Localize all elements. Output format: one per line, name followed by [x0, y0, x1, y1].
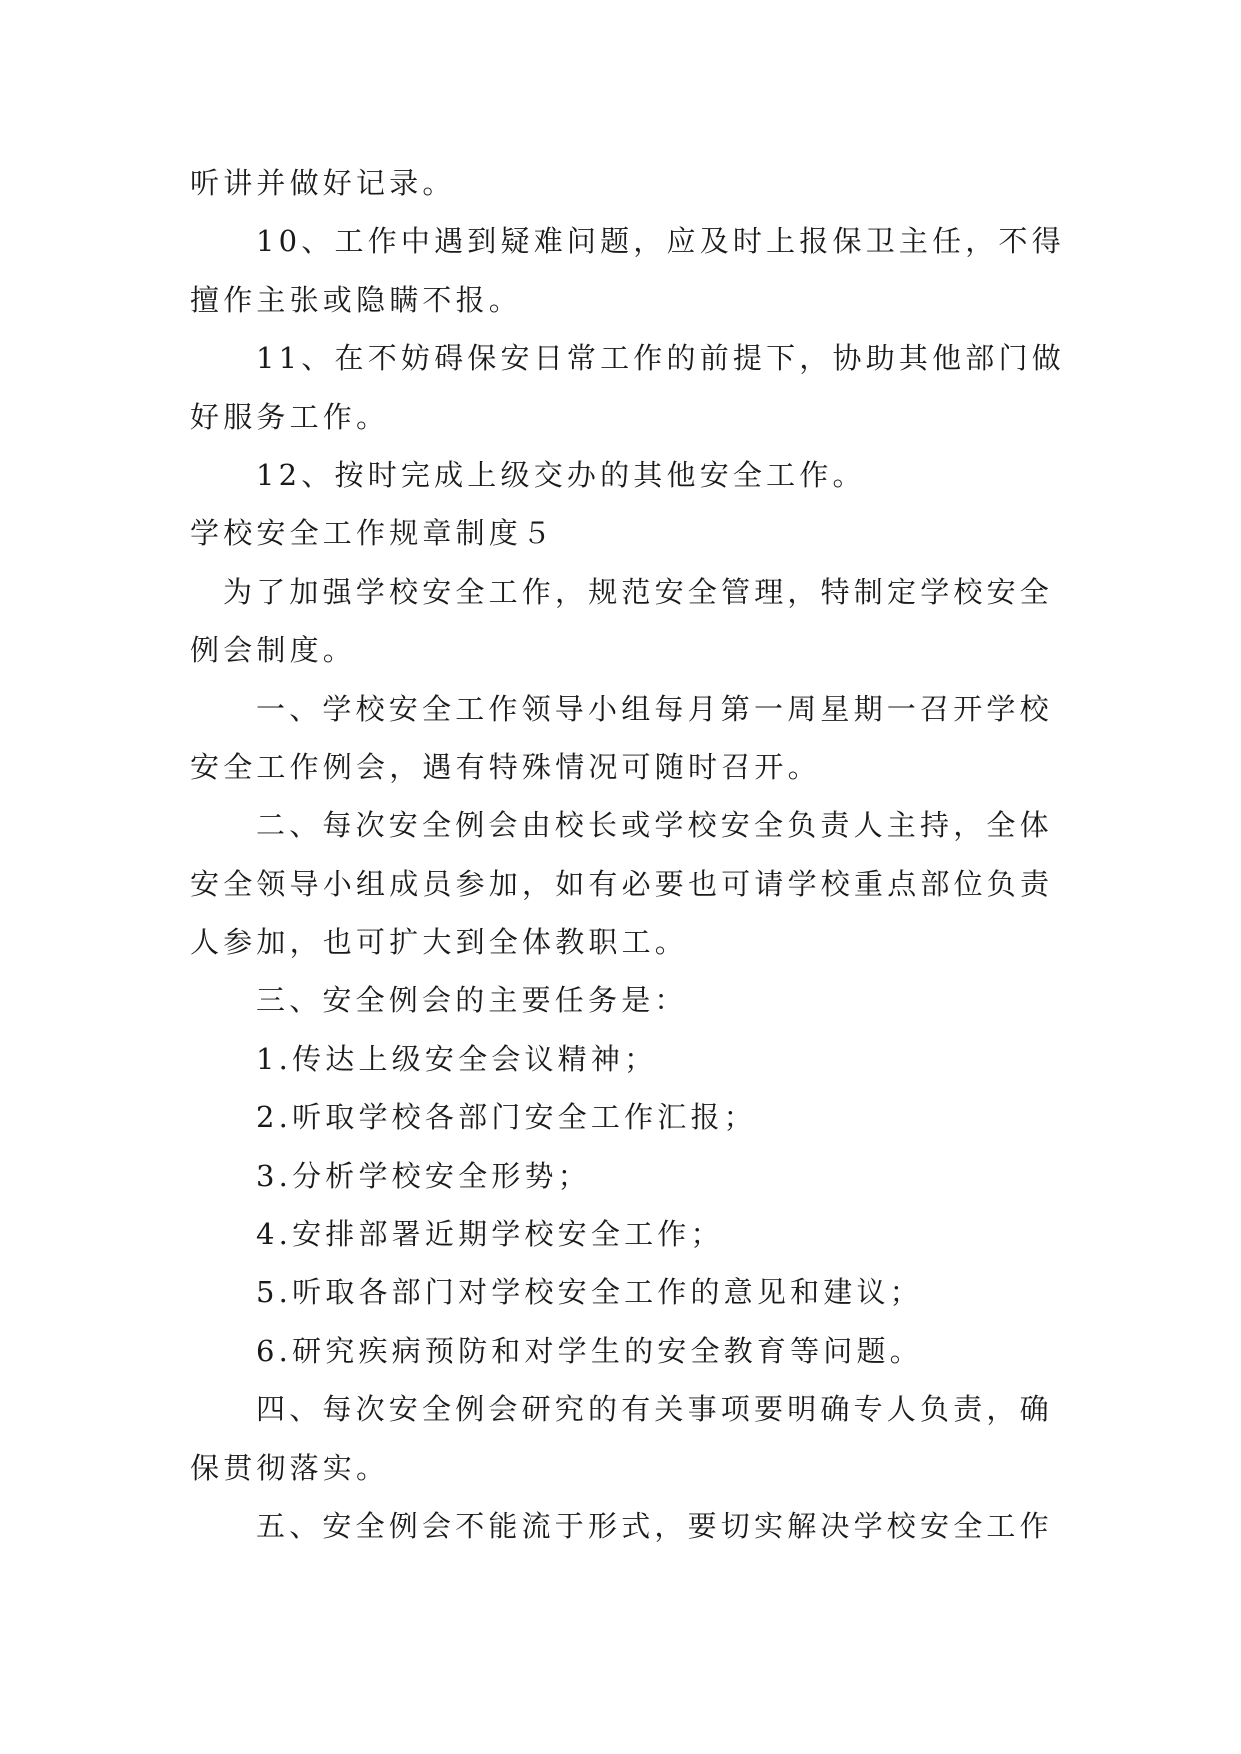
- text-line: 一、学校安全工作领导小组每月第一周星期一召开学校: [256, 691, 1053, 726]
- text-line: 五、安全例会不能流于形式，要切实解决学校安全工作: [256, 1508, 1053, 1543]
- list-item: 6.研究疾病预防和对学生的安全教育等问题。: [256, 1333, 923, 1368]
- text-line: 11、在不妨碍保安日常工作的前提下，协助其他部门做: [256, 341, 1065, 376]
- text-line: 四、每次安全例会研究的有关事项要明确专人负责，确: [256, 1392, 1053, 1427]
- text-line: 为了加强学校安全工作，规范安全管理，特制定学校安全: [223, 574, 1054, 609]
- text-line: 例会制度。: [190, 633, 357, 668]
- text-line: 安全工作例会，遇有特殊情况可随时召开。: [190, 749, 821, 784]
- list-item: 4.安排部署近期学校安全工作；: [256, 1217, 724, 1252]
- list-item: 3.分析学校安全形势；: [256, 1158, 591, 1193]
- text-line: 擅作主张或隐瞒不报。: [190, 282, 523, 317]
- list-item: 2.听取学校各部门安全工作汇报；: [256, 1100, 757, 1135]
- text-line: 三、安全例会的主要任务是：: [256, 983, 688, 1018]
- section-heading: 学校安全工作规章制度５: [190, 516, 556, 551]
- text-line: 好服务工作。: [190, 399, 390, 434]
- document-body: [190, 154, 1065, 1555]
- text-line: 人参加，也可扩大到全体教职工。: [190, 925, 689, 960]
- text-line: 听讲并做好记录。: [190, 166, 456, 200]
- text-line: 安全领导小组成员参加，如有必要也可请学校重点部位负责: [190, 866, 1054, 901]
- text-line: 10、工作中遇到疑难问题，应及时上报保卫主任，不得: [256, 224, 1065, 259]
- list-item: 5.听取各部门对学校安全工作的意见和建议；: [256, 1275, 923, 1310]
- text-line: 保贯彻落实。: [190, 1450, 390, 1485]
- text-line: 12、按时完成上级交办的其他安全工作。: [256, 457, 866, 492]
- list-item: 1.传达上级安全会议精神；: [256, 1041, 658, 1076]
- text-line: 二、每次安全例会由校长或学校安全负责人主持，全体: [256, 808, 1053, 843]
